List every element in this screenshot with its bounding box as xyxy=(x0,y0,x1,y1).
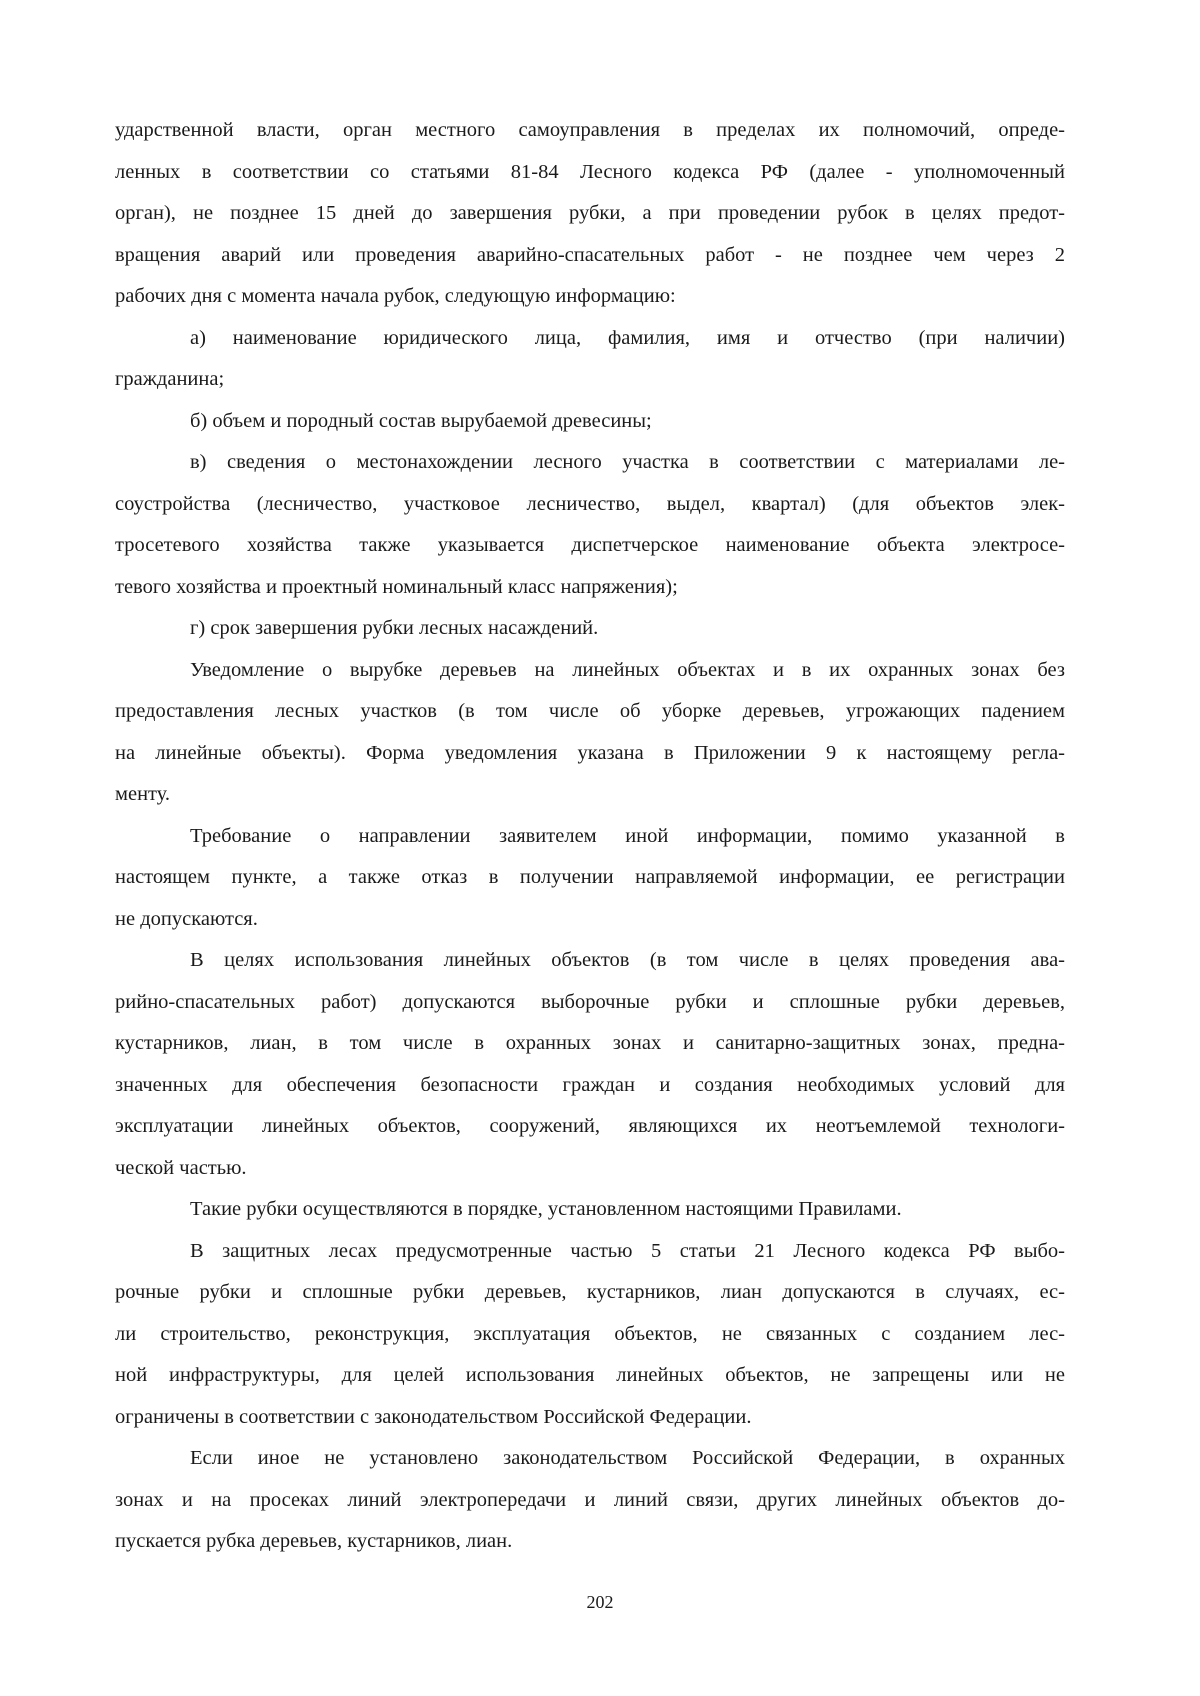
text-line: а) наименование юридического лица, фамилия, имя и отчество (при наличии) xyxy=(190,326,1065,349)
text-line: зонах и на просеках линий электропередачи и линий связи, других линейных объектов до- xyxy=(115,1488,1065,1511)
text-line: кустарников, лиан, в том числе в охранных зонах и санитарно-защитных зонах, предна- xyxy=(115,1032,1065,1054)
text-line: В целях использования линейных объектов (в том числе в целях проведения ава- xyxy=(190,949,1065,971)
text-line: тевого хозяйства и проектный номинальный класс напряжения); xyxy=(115,575,678,598)
text-line: значенных для обеспечения безопасности граждан и создания необходимых условий для xyxy=(115,1073,1065,1096)
text-line: Уведомление о вырубке деревьев на линейных объектах и в их охранных зонах без xyxy=(190,658,1065,681)
text-line: соустройства (лесничество, участковое лесничество, выдел, квартал) (для объектов элек- xyxy=(115,492,1065,515)
text-line: ленных в соответствии со статьями 81-84 Лесного кодекса РФ (далее - уполномоченный xyxy=(115,160,1065,183)
text-line: Такие рубки осуществляются в порядке, установленном настоящими Правилами. xyxy=(190,1198,902,1220)
page-number: 202 xyxy=(586,1592,614,1612)
text-line: рабочих дня с момента начала рубок, следующую информацию: xyxy=(115,285,676,307)
text-line: предоставления лесных участков (в том числе об уборке деревьев, угрожающих падением xyxy=(115,700,1065,722)
text-line: настоящем пункте, а также отказ в получении направляемой информации, ее регистрации xyxy=(115,866,1065,888)
text-line: гражданина; xyxy=(115,368,225,390)
text-line: В защитных лесах предусмотренные частью 5 статьи 21 Лесного кодекса РФ выбо- xyxy=(190,1239,1065,1262)
text-line: орган), не позднее 15 дней до завершения рубки, а при проведении рубок в целях предот- xyxy=(115,202,1065,224)
text-line: не допускаются. xyxy=(115,907,258,930)
text-line: ной инфраструктуры, для целей использования линейных объектов, не запрещены или не xyxy=(115,1364,1065,1386)
text-line: эксплуатации линейных объектов, сооружений, являющихся их неотъемлемой технологи- xyxy=(115,1115,1065,1137)
text-line: ли строительство, реконструкция, эксплуатация объектов, не связанных с созданием лес- xyxy=(115,1322,1065,1345)
text-line: б) объем и породный состав вырубаемой древесины; xyxy=(190,409,652,432)
document-body xyxy=(115,110,1065,1563)
text-line: ческой частью. xyxy=(115,1156,247,1179)
text-line: тросетевого хозяйства также указывается диспетчерское наименование объекта электросе- xyxy=(115,534,1065,556)
text-line: Если иное не установлено законодательством Российской Федерации, в охранных xyxy=(190,1447,1065,1469)
text-line: рочные рубки и сплошные рубки деревьев, кустарников, лиан допускаются в случаях, ес- xyxy=(115,1281,1065,1303)
text-line: рийно-спасательных работ) допускаются выборочные рубки и сплошные рубки деревьев, xyxy=(115,990,1065,1013)
text-line: на линейные объекты). Форма уведомления указана в Приложении 9 к настоящему регла- xyxy=(115,741,1065,764)
text-line: пускается рубка деревьев, кустарников, лиан. xyxy=(115,1530,513,1552)
text-line: г) срок завершения рубки лесных насаждений. xyxy=(190,617,599,639)
text-line: в) сведения о местонахождении лесного участка в соответствии с материалами ле- xyxy=(190,451,1065,473)
text-line: ограничены в соответствии с законодательством Российской Федерации. xyxy=(115,1405,752,1428)
text-line: ударственной власти, орган местного самоуправления в пределах их полномочий, опреде- xyxy=(115,119,1065,141)
text-line: вращения аварий или проведения аварийно-спасательных работ - не позднее чем через 2 xyxy=(115,243,1065,266)
text-line: Требование о направлении заявителем иной информации, помимо указанной в xyxy=(190,824,1065,847)
text-line: менту. xyxy=(115,783,171,805)
